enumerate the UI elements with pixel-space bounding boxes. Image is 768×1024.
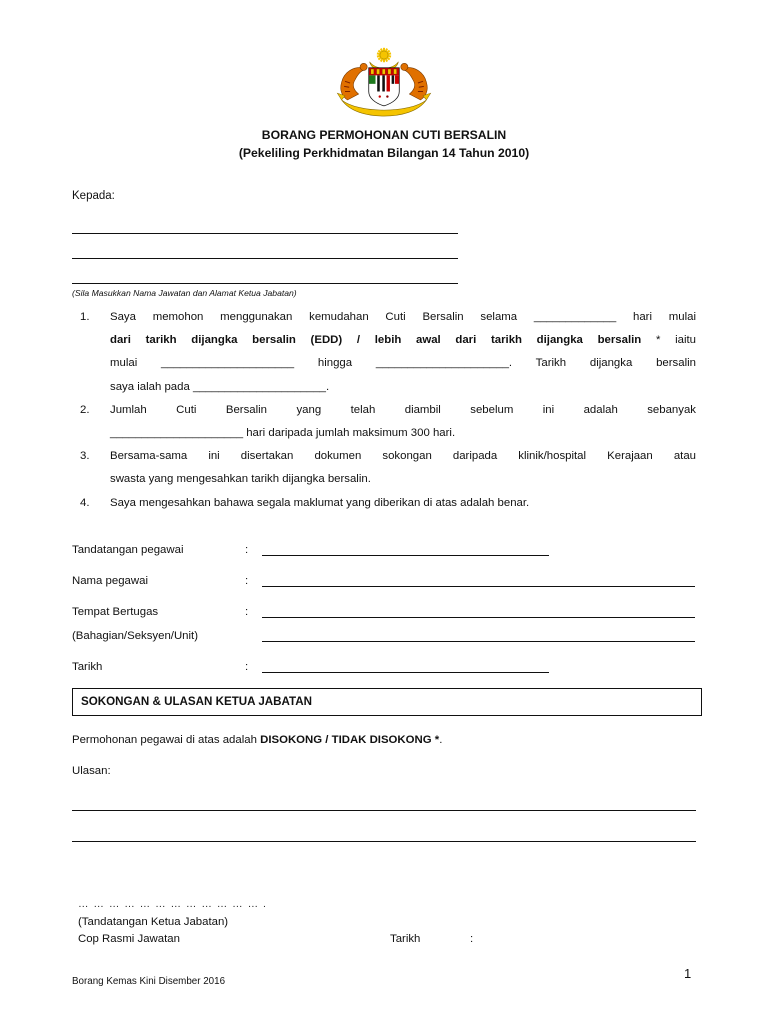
tarikh-label: Tarikh xyxy=(390,933,421,945)
signature-field-row xyxy=(72,600,695,618)
field-colon: : xyxy=(245,661,249,673)
form-title-line1: BORANG PERMOHONAN CUTI BERSALIN xyxy=(261,128,507,142)
declaration-item-2 xyxy=(72,399,696,445)
item-text-line xyxy=(110,492,696,515)
field-label: Tempat Bertugas xyxy=(72,606,159,618)
ulasan-blank-line xyxy=(72,841,696,842)
address-blank-line xyxy=(72,258,458,259)
item-number: 3. xyxy=(80,450,90,463)
text-segment: Jumlah Cuti Bersalin yang telah diambil sebelum ini adalah sebanyak xyxy=(110,403,696,416)
ulasan-label: Ulasan: xyxy=(72,765,111,777)
field-label: Tandatangan pegawai xyxy=(72,544,184,556)
form-title xyxy=(0,127,768,162)
declaration-item-4 xyxy=(72,492,696,515)
item-text-line xyxy=(110,376,696,399)
signature-field-row xyxy=(72,624,695,642)
field-label: (Bahagian/Seksyen/Unit) xyxy=(72,630,198,642)
declaration-list xyxy=(72,306,696,515)
kepada-label: Kepada: xyxy=(72,190,115,202)
page-number: 1 xyxy=(684,966,692,981)
item-number: 4. xyxy=(80,496,90,509)
declaration-item-1 xyxy=(72,306,696,399)
head-signature-caption: (Tandatangan Ketua Jabatan) xyxy=(78,916,229,928)
field-blank-line xyxy=(262,600,695,618)
item-text-line xyxy=(110,399,696,422)
field-blank-line xyxy=(262,655,549,673)
text-segment: Bersama-sama ini disertakan dokumen sokongan daripada klinik/hospital Kerajaan atau xyxy=(110,450,696,463)
text-segment: mulai _____________________ hingga _____________________. Tarikh dijangka bersalin xyxy=(110,357,696,370)
item-text-line xyxy=(110,468,696,491)
item-text-line xyxy=(110,329,696,352)
malaysia-coat-of-arms-icon xyxy=(332,44,436,122)
field-blank-line xyxy=(262,569,695,587)
text-segment: swasta yang mengesahkan tarikh dijangka bersalin. xyxy=(110,473,371,486)
address-blank-line xyxy=(72,233,458,234)
bold-text-segment: DISOKONG / TIDAK DISOKONG * xyxy=(260,734,440,746)
item-number: 2. xyxy=(80,403,90,416)
form-version-note: Borang Kemas Kini Disember 2016 xyxy=(72,976,226,987)
bold-text-segment: dari tarikh dijangka bersalin (EDD) / lebih awal dari tarikh dijangka bersalin xyxy=(110,334,642,347)
support-section-header: SOKONGAN & ULASAN KETUA JABATAN xyxy=(72,688,702,716)
head-signature-dotted-line: … … … … … … … … … … … … . xyxy=(78,898,267,910)
field-colon: : xyxy=(245,606,249,618)
ulasan-blank-line xyxy=(72,810,696,811)
text-segment: * iaitu xyxy=(641,334,696,347)
field-colon: : xyxy=(245,575,249,587)
kepada-instruction-note: (Sila Masukkan Nama Jawatan dan Alamat Ketua Jabatan) xyxy=(72,288,297,298)
signature-field-row xyxy=(72,569,695,587)
text-segment: Saya mengesahkan bahawa segala maklumat yang diberikan di atas adalah benar. xyxy=(110,496,530,509)
item-text-line xyxy=(110,422,696,445)
item-text-line xyxy=(110,352,696,375)
item-number: 1. xyxy=(80,311,90,323)
text-segment: Saya memohon menggunakan kemudahan Cuti Bersalin selama _____________ hari mulai xyxy=(110,311,696,323)
field-blank-line xyxy=(262,624,695,642)
field-colon: : xyxy=(245,544,249,556)
declaration-item-3 xyxy=(72,445,696,491)
signature-field-row xyxy=(72,655,549,673)
field-label: Tarikh xyxy=(72,661,103,673)
official-stamp-label: Cop Rasmi Jawatan xyxy=(78,933,180,945)
text-segment: saya ialah pada _____________________. xyxy=(110,380,330,393)
item-text-line xyxy=(110,306,696,329)
form-title-line2: (Pekeliling Perkhidmatan Bilangan 14 Tahun 2010) xyxy=(238,145,530,160)
support-statement xyxy=(72,734,442,746)
tarikh-colon: : xyxy=(470,933,474,945)
text-segment: . xyxy=(439,734,443,746)
address-blank-line xyxy=(72,283,458,284)
text-segment: _____________________ hari daripada jumlah maksimum 300 hari. xyxy=(110,427,456,440)
item-text-line xyxy=(110,445,696,468)
field-label: Nama pegawai xyxy=(72,575,148,587)
field-blank-line xyxy=(262,538,549,556)
text-segment: Permohonan pegawai di atas adalah xyxy=(72,734,261,746)
signature-field-row xyxy=(72,538,549,556)
